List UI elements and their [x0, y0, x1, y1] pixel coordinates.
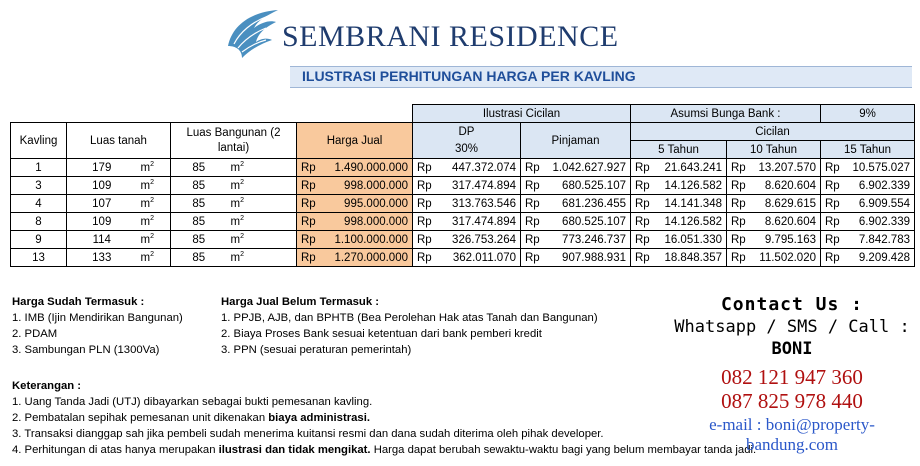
currency-cell: Rp [521, 249, 545, 267]
harga-cell: 1.490.000.000 [325, 159, 413, 177]
unit-label: m [230, 179, 241, 192]
included-item: 1. IMB (Ijin Mendirikan Bangunan) [12, 312, 183, 324]
keterangan-text: 4. Perhitungan di atas hanya merupakan [12, 444, 219, 456]
pinjaman-cell: 1.042.627.927 [545, 159, 631, 177]
bird-logo-icon [222, 6, 282, 60]
currency-cell: Rp [727, 249, 751, 267]
currency-cell: Rp [727, 231, 751, 249]
col-10-tahun: 10 Tahun [727, 141, 821, 159]
luas-tanah-cell: 133 [67, 249, 137, 267]
currency-cell: Rp [297, 213, 325, 231]
cicilan-5-cell: 14.126.582 [655, 213, 727, 231]
keterangan-text: 2. Pembatalan sepihak pemesanan unit dikenakan [12, 412, 269, 424]
currency-cell: Rp [631, 195, 655, 213]
unit-label: m [140, 179, 151, 192]
unit-superscript: 2 [240, 179, 244, 187]
brand-name: SEMBRANI RESIDENCE [282, 20, 619, 53]
luas-bangunan-cell: 85 [171, 213, 227, 231]
currency-cell: Rp [727, 177, 751, 195]
cicilan-15-cell: 6.902.339 [845, 213, 915, 231]
cicilan-15-cell: 10.575.027 [845, 159, 915, 177]
unit-cell [137, 195, 171, 213]
unit-label: m [230, 161, 241, 174]
unit-cell [227, 159, 297, 177]
table-row [11, 195, 915, 213]
unit-superscript: 2 [150, 161, 154, 169]
unit-superscript: 2 [150, 215, 154, 223]
contact-channels: Whatsapp / SMS / Call : [674, 317, 910, 337]
col-luas-bangunan: Luas Bangunan (2 lantai) [171, 123, 297, 159]
cicilan-5-cell: 21.643.241 [655, 159, 727, 177]
kavling-cell: 8 [11, 213, 67, 231]
currency-cell: Rp [413, 231, 437, 249]
luas-tanah-cell: 107 [67, 195, 137, 213]
unit-superscript: 2 [150, 251, 154, 259]
col-cicilan: Cicilan [631, 123, 915, 141]
currency-cell: Rp [297, 249, 325, 267]
unit-label: m [230, 251, 241, 264]
cicilan-10-cell: 8.620.604 [751, 213, 821, 231]
cicilan-10-cell: 11.502.020 [751, 249, 821, 267]
unit-cell [227, 213, 297, 231]
kavling-cell: 4 [11, 195, 67, 213]
currency-cell: Rp [821, 249, 845, 267]
excluded-notes [221, 294, 598, 358]
pinjaman-cell: 680.525.107 [545, 213, 631, 231]
pinjaman-cell: 681.236.455 [545, 195, 631, 213]
currency-cell: Rp [413, 195, 437, 213]
cicilan-15-cell: 7.842.783 [845, 231, 915, 249]
phone-number[interactable]: 082 121 947 360 [721, 365, 863, 389]
cicilan-10-cell: 13.207.570 [751, 159, 821, 177]
unit-cell [227, 177, 297, 195]
unit-label: m [140, 161, 151, 174]
unit-cell [137, 249, 171, 267]
currency-cell: Rp [631, 213, 655, 231]
unit-cell [137, 159, 171, 177]
keterangan-notes [12, 378, 756, 458]
contact-block [672, 294, 912, 455]
unit-superscript: 2 [240, 251, 244, 259]
unit-label: m [140, 215, 151, 228]
currency-cell: Rp [821, 159, 845, 177]
col-kavling: Kavling [11, 123, 67, 159]
cicilan-5-cell: 18.848.357 [655, 249, 727, 267]
excluded-title: Harga Jual Belum Termasuk : [221, 296, 380, 308]
header [0, 0, 920, 64]
currency-cell: Rp [413, 249, 437, 267]
unit-superscript: 2 [150, 197, 154, 205]
contact-title: Contact Us : [720, 294, 864, 315]
luas-tanah-cell: 114 [67, 231, 137, 249]
currency-cell: Rp [413, 177, 437, 195]
unit-label: m [230, 233, 241, 246]
keterangan-emphasis: biaya administrasi. [268, 412, 370, 424]
currency-cell: Rp [413, 213, 437, 231]
unit-superscript: 2 [150, 179, 154, 187]
dp-cell: 447.372.074 [437, 159, 521, 177]
keterangan-item: 3. Transaksi dianggap sah jika pembeli sudah menerima kuitansi resmi dan dana sudah diterima oleh pihak developer. [12, 428, 604, 440]
luas-bangunan-cell: 85 [171, 177, 227, 195]
currency-cell: Rp [631, 249, 655, 267]
col-harga-jual: Harga Jual [297, 123, 413, 159]
luas-bangunan-cell: 85 [171, 159, 227, 177]
currency-cell: Rp [631, 177, 655, 195]
harga-cell: 998.000.000 [325, 213, 413, 231]
excluded-item: 3. PPN (sesuai peraturan pemerintah) [221, 344, 412, 356]
unit-cell [227, 195, 297, 213]
included-notes [12, 294, 183, 358]
cicilan-15-cell: 9.209.428 [845, 249, 915, 267]
currency-cell: Rp [413, 159, 437, 177]
harga-cell: 1.100.000.000 [325, 231, 413, 249]
unit-label: m [230, 215, 241, 228]
excluded-item: 2. Biaya Proses Bank sesuai ketentuan dari bank pemberi kredit [221, 328, 542, 340]
col-pinjaman: Pinjaman [521, 123, 631, 159]
kavling-cell: 3 [11, 177, 67, 195]
cicilan-5-cell: 16.051.330 [655, 231, 727, 249]
contact-name: BONI [771, 339, 813, 359]
dp-cell: 317.474.894 [437, 213, 521, 231]
currency-cell: Rp [727, 213, 751, 231]
keterangan-item [12, 442, 756, 458]
currency-cell: Rp [297, 231, 325, 249]
included-item: 3. Sambungan PLN (1300Va) [12, 344, 160, 356]
unit-superscript: 2 [240, 161, 244, 169]
currency-cell: Rp [297, 159, 325, 177]
cicilan-10-cell: 9.795.163 [751, 231, 821, 249]
currency-cell: Rp [297, 177, 325, 195]
unit-cell [137, 177, 171, 195]
unit-superscript: 2 [240, 215, 244, 223]
currency-cell: Rp [521, 231, 545, 249]
price-table [10, 104, 915, 267]
page-subtitle: ILUSTRASI PERHITUNGAN HARGA PER KAVLING [302, 68, 636, 84]
pinjaman-cell: 907.988.931 [545, 249, 631, 267]
excluded-item: 1. PPJB, AJB, dan BPHTB (Bea Perolehan Hak atas Tanah dan Bangunan) [221, 312, 598, 324]
currency-cell: Rp [631, 159, 655, 177]
currency-cell: Rp [521, 159, 545, 177]
table-row [11, 249, 915, 267]
cicilan-5-cell: 14.141.348 [655, 195, 727, 213]
dp-cell: 313.763.546 [437, 195, 521, 213]
table-row [11, 231, 915, 249]
included-item: 2. PDAM [12, 328, 58, 340]
pinjaman-cell: 680.525.107 [545, 177, 631, 195]
dp-cell: 362.011.070 [437, 249, 521, 267]
luas-bangunan-cell: 85 [171, 231, 227, 249]
luas-tanah-cell: 179 [67, 159, 137, 177]
currency-cell: Rp [821, 213, 845, 231]
unit-label: m [140, 251, 151, 264]
unit-superscript: 2 [240, 197, 244, 205]
currency-cell: Rp [727, 159, 751, 177]
phone-number[interactable]: 087 825 978 440 [721, 389, 863, 413]
col-luas-tanah: Luas tanah [67, 123, 171, 159]
kavling-cell: 9 [11, 231, 67, 249]
unit-label: m [140, 233, 151, 246]
currency-cell: Rp [297, 195, 325, 213]
cicilan-10-cell: 8.620.604 [751, 177, 821, 195]
table-header-row [11, 123, 915, 141]
harga-cell: 995.000.000 [325, 195, 413, 213]
unit-superscript: 2 [150, 233, 154, 241]
dp-cell: 326.753.264 [437, 231, 521, 249]
asumsi-bunga-value: 9% [821, 105, 915, 123]
included-title: Harga Sudah Termasuk : [12, 296, 145, 308]
unit-superscript: 2 [240, 233, 244, 241]
unit-cell [227, 249, 297, 267]
table-row [11, 159, 915, 177]
keterangan-text: Harga dapat berubah sewaktu-waktu bagi yang belum membayar tanda jadi. [370, 444, 757, 456]
ilustrasi-cicilan-header: Ilustrasi Cicilan [413, 105, 631, 123]
col-15-tahun: 15 Tahun [821, 141, 915, 159]
currency-cell: Rp [727, 195, 751, 213]
unit-cell [137, 231, 171, 249]
harga-cell: 998.000.000 [325, 177, 413, 195]
currency-cell: Rp [821, 231, 845, 249]
email-link[interactable]: e-mail : boni@property-bandung.com [709, 415, 875, 454]
unit-label: m [230, 197, 241, 210]
col-5-tahun: 5 Tahun [631, 141, 727, 159]
currency-cell: Rp [521, 213, 545, 231]
unit-label: m [140, 197, 151, 210]
dp-cell: 317.474.894 [437, 177, 521, 195]
currency-cell: Rp [631, 231, 655, 249]
currency-cell: Rp [821, 195, 845, 213]
table-row [11, 177, 915, 195]
cicilan-5-cell: 14.126.582 [655, 177, 727, 195]
asumsi-bunga-label: Asumsi Bunga Bank : [631, 105, 821, 123]
luas-tanah-cell: 109 [67, 213, 137, 231]
luas-tanah-cell: 109 [67, 177, 137, 195]
kavling-cell: 13 [11, 249, 67, 267]
currency-cell: Rp [821, 177, 845, 195]
pinjaman-cell: 773.246.737 [545, 231, 631, 249]
keterangan-emphasis: ilustrasi dan tidak mengikat. [218, 444, 371, 456]
table-top-row [11, 105, 915, 123]
col-dp-percent: 30% [413, 141, 521, 159]
currency-cell: Rp [521, 177, 545, 195]
cicilan-15-cell: 6.909.554 [845, 195, 915, 213]
currency-cell: Rp [521, 195, 545, 213]
cicilan-10-cell: 8.629.615 [751, 195, 821, 213]
unit-cell [137, 213, 171, 231]
col-dp: DP [413, 123, 521, 141]
luas-bangunan-cell: 85 [171, 249, 227, 267]
harga-cell: 1.270.000.000 [325, 249, 413, 267]
keterangan-item [12, 410, 756, 426]
table-row [11, 213, 915, 231]
keterangan-title: Keterangan : [12, 380, 82, 392]
keterangan-item: 1. Uang Tanda Jadi (UTJ) dibayarkan sebagai bukti pemesanan kavling. [12, 396, 373, 408]
kavling-cell: 1 [11, 159, 67, 177]
cicilan-15-cell: 6.902.339 [845, 177, 915, 195]
luas-bangunan-cell: 85 [171, 195, 227, 213]
unit-cell [227, 231, 297, 249]
